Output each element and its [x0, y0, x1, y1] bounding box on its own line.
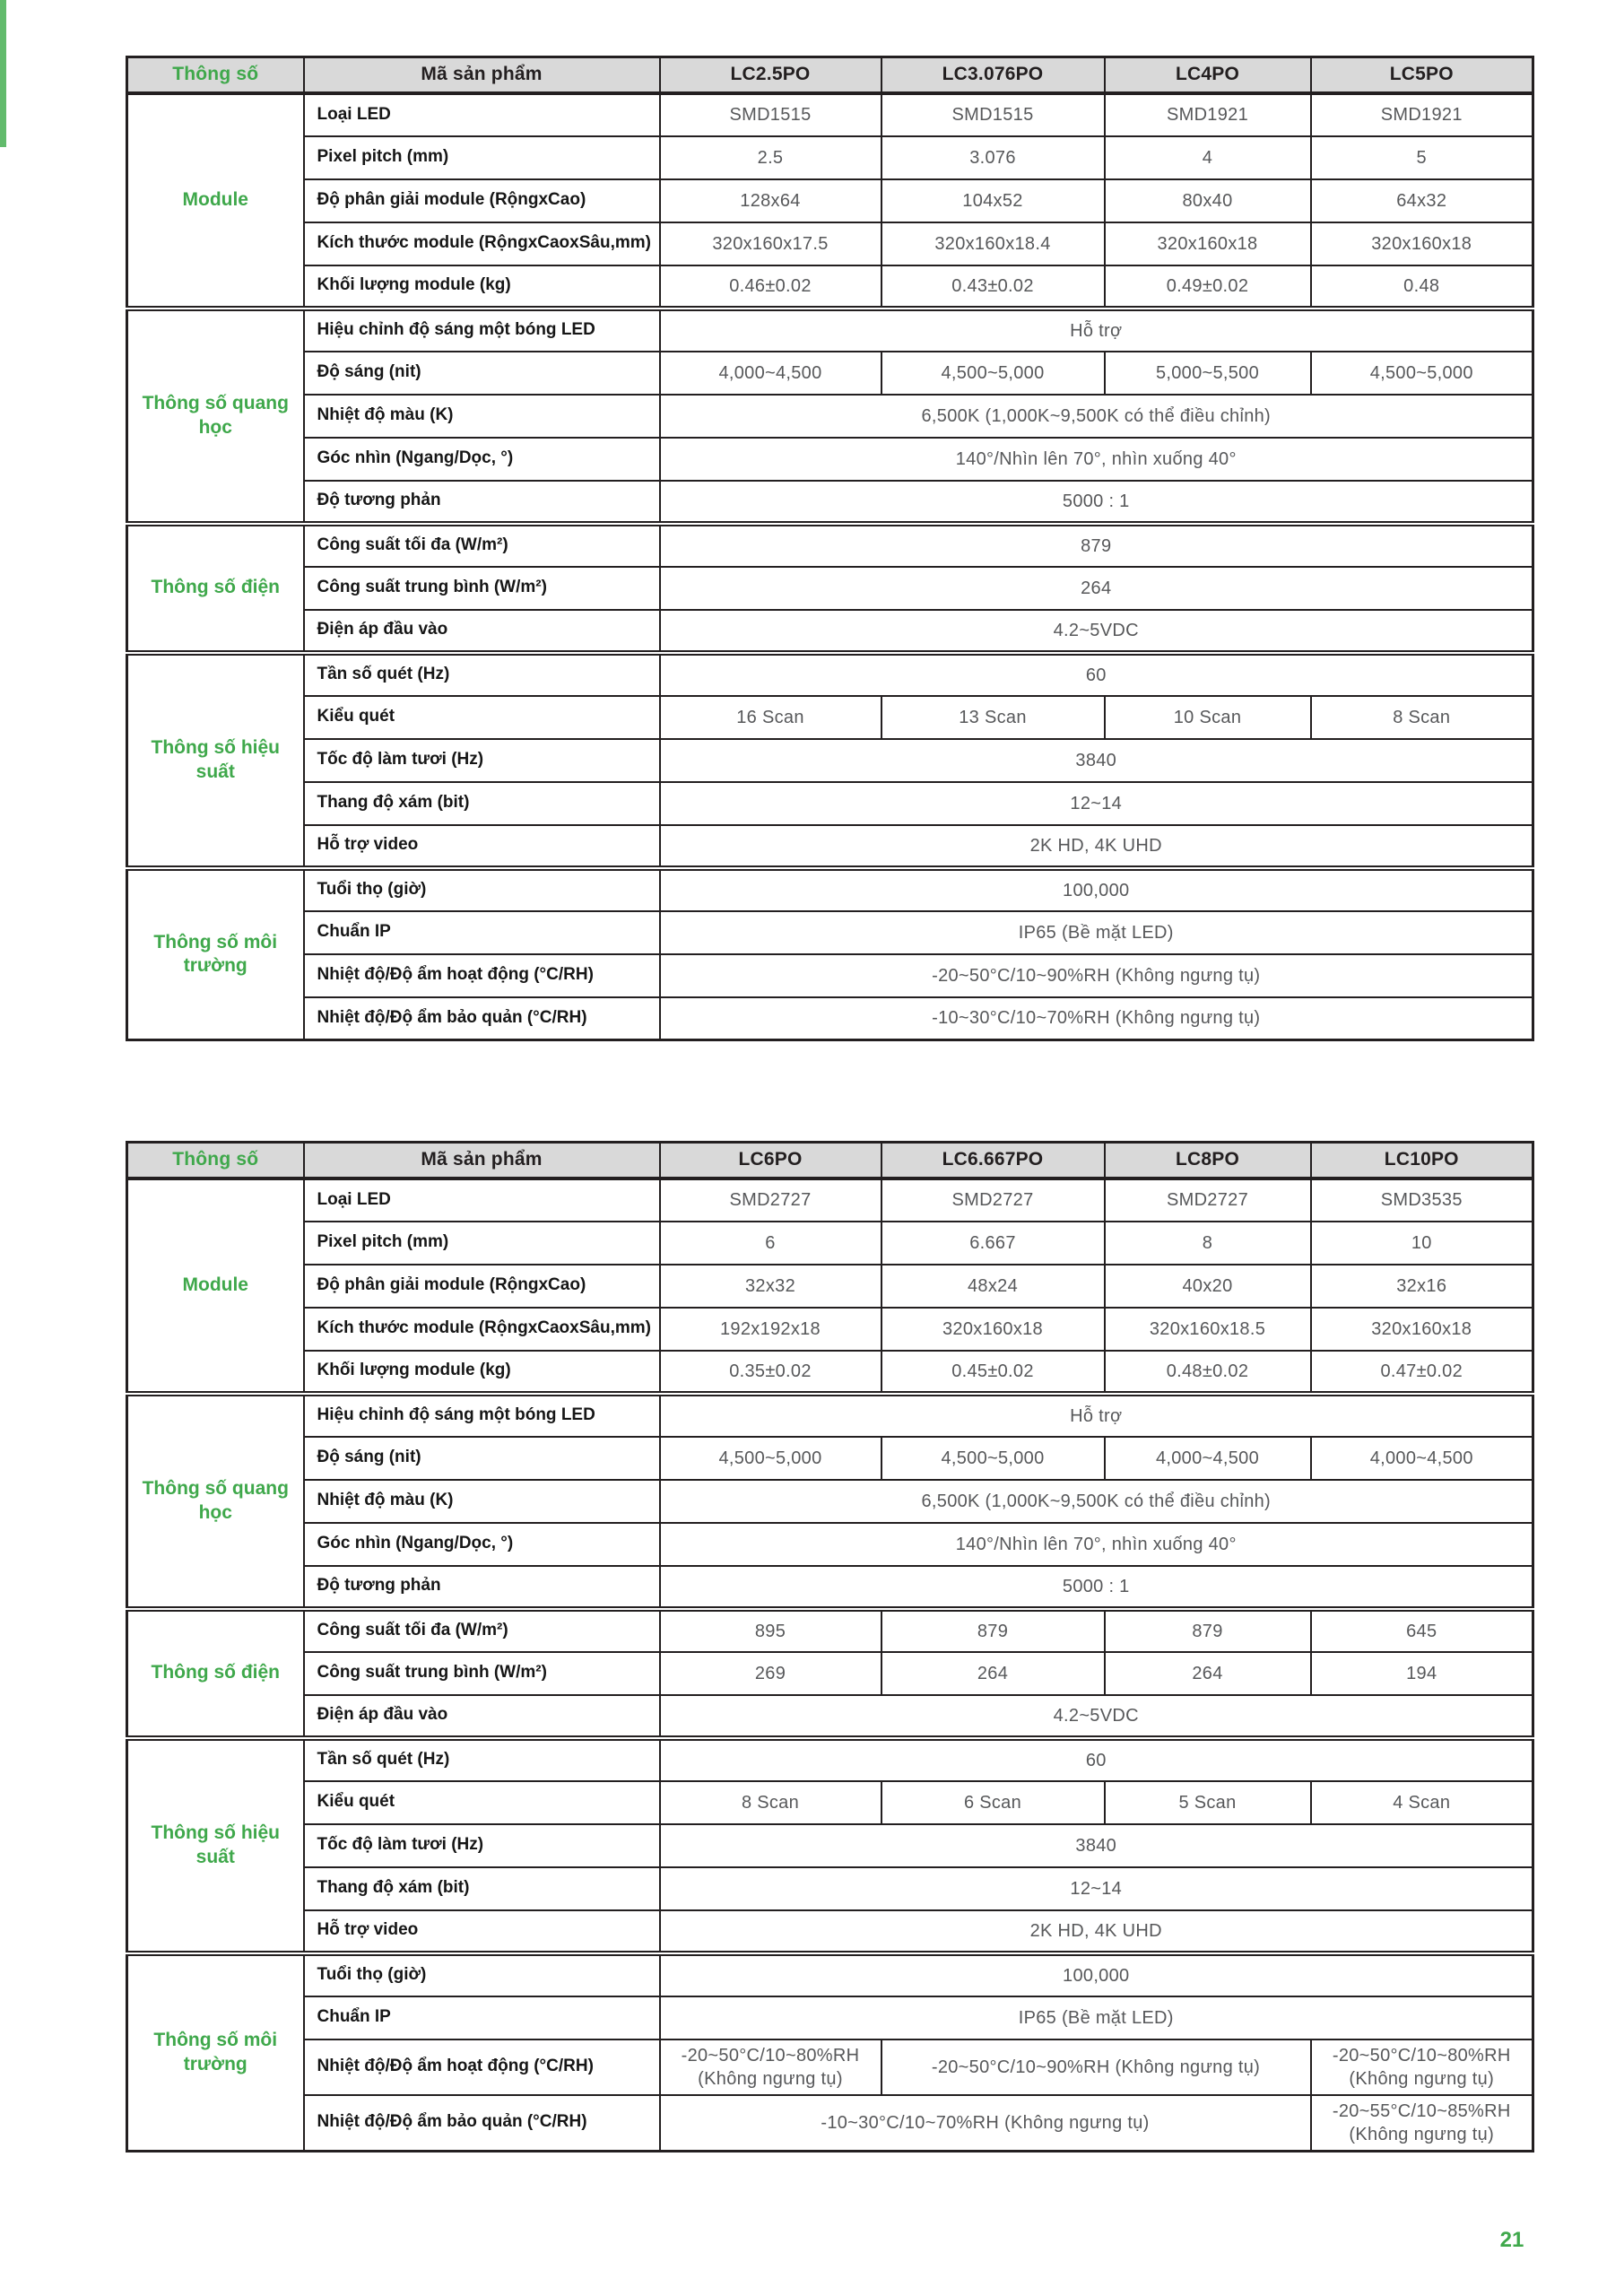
spec-row-label: Nhiệt độ màu (K)	[304, 1480, 660, 1523]
spec-row-label: Chuẩn IP	[304, 911, 660, 954]
spec-row-label: Thang độ xám (bit)	[304, 782, 660, 825]
spec-value-cell: 320x160x18	[1311, 222, 1533, 265]
spec-value-cell: -20~55°C/10~85%RH (Không ngưng tụ)	[1311, 2095, 1533, 2152]
spec-value-cell: 32x32	[660, 1265, 881, 1308]
spec-value-cell: 5000 : 1	[660, 1566, 1533, 1609]
spec-value-cell: 3.076	[881, 136, 1105, 179]
spec-row-label: Kích thước module (RộngxCaoxSâu,mm)	[304, 1308, 660, 1351]
spec-value-cell: 2K HD, 4K UHD	[660, 1910, 1533, 1953]
spec-value-cell: 6.667	[881, 1222, 1105, 1265]
spec-value-cell: 264	[1105, 1652, 1311, 1695]
table-row	[127, 997, 1533, 1040]
spec-value-cell: 194	[1311, 1652, 1533, 1695]
table-row	[127, 825, 1533, 868]
table-row	[127, 1566, 1533, 1609]
spec-value-cell: 4,500~5,000	[881, 352, 1105, 395]
spec-value-cell: 269	[660, 1652, 881, 1695]
spec-row-label: Điện áp đầu vào	[304, 1695, 660, 1738]
table-row	[127, 1867, 1533, 1910]
spec-value-cell: 879	[881, 1609, 1105, 1652]
spec-value-cell: 64x32	[1311, 179, 1533, 222]
spec-value-cell: 12~14	[660, 1867, 1533, 1910]
section-label: Thông số môi trường	[127, 868, 304, 1040]
spec-table-2	[126, 1141, 1534, 2152]
spec-value-cell: 60	[660, 653, 1533, 696]
section-label: Module	[127, 1178, 304, 1394]
spec-value-cell: 8 Scan	[660, 1781, 881, 1824]
spec-row-label: Loại LED	[304, 93, 660, 136]
spec-row-label: Pixel pitch (mm)	[304, 136, 660, 179]
spec-value-cell: 48x24	[881, 1265, 1105, 1308]
spec-value-cell: Hỗ trợ	[660, 1394, 1533, 1437]
table-row	[127, 395, 1533, 438]
spec-value-cell: 140°/Nhìn lên 70°, nhìn xuống 40°	[660, 438, 1533, 481]
spec-value-cell: 8 Scan	[1311, 696, 1533, 739]
spec-value-cell: SMD1921	[1311, 93, 1533, 136]
spec-row-label: Nhiệt độ màu (K)	[304, 395, 660, 438]
spec-row-label: Nhiệt độ/Độ ẩm bảo quản (°C/RH)	[304, 997, 660, 1040]
product-header-4: LC10PO	[1311, 1143, 1533, 1178]
table-row	[127, 1781, 1533, 1824]
spec-value-cell: 5,000~5,500	[1105, 352, 1311, 395]
spec-row-label: Kích thước module (RộngxCaoxSâu,mm)	[304, 222, 660, 265]
table-row	[127, 1652, 1533, 1695]
spec-row-label: Hiệu chỉnh độ sáng một bóng LED	[304, 1394, 660, 1437]
spec-row-label: Kiểu quét	[304, 696, 660, 739]
spec-row-label: Nhiệt độ/Độ ẩm hoạt động (°C/RH)	[304, 2039, 660, 2095]
table-row	[127, 265, 1533, 309]
spec-row-label: Độ tương phản	[304, 1566, 660, 1609]
product-header-1: LC2.5PO	[660, 57, 881, 93]
spec-value-cell: 0.48±0.02	[1105, 1351, 1311, 1394]
spec-value-cell: Hỗ trợ	[660, 309, 1533, 352]
spec-row-label: Công suất trung bình (W/m²)	[304, 1652, 660, 1695]
spec-row-label: Góc nhìn (Ngang/Dọc, °)	[304, 1523, 660, 1566]
spec-value-cell: 6	[660, 1222, 881, 1265]
spec-row-label: Hiệu chỉnh độ sáng một bóng LED	[304, 309, 660, 352]
spec-value-cell: -10~30°C/10~70%RH (Không ngưng tụ)	[660, 997, 1533, 1040]
spec-value-cell: 3840	[660, 1824, 1533, 1867]
spec-value-cell: 0.49±0.02	[1105, 265, 1311, 309]
section-label: Thông số hiệu suất	[127, 653, 304, 868]
section-label: Thông số quang học	[127, 309, 304, 524]
spec-value-cell: 60	[660, 1738, 1533, 1781]
table-row	[127, 1351, 1533, 1394]
table-row	[127, 1523, 1533, 1566]
spec-value-cell: 10	[1311, 1222, 1533, 1265]
spec-value-cell: 320x160x17.5	[660, 222, 881, 265]
table-row	[127, 1738, 1533, 1781]
spec-row-label: Độ phân giải module (RộngxCao)	[304, 1265, 660, 1308]
product-header-3: LC4PO	[1105, 57, 1311, 93]
spec-row-label: Công suất trung bình (W/m²)	[304, 567, 660, 610]
table-row	[127, 782, 1533, 825]
spec-value-cell: 128x64	[660, 179, 881, 222]
spec-value-cell: IP65 (Bề mặt LED)	[660, 911, 1533, 954]
spec-row-label: Tần số quét (Hz)	[304, 1738, 660, 1781]
spec-row-label: Góc nhìn (Ngang/Dọc, °)	[304, 438, 660, 481]
table-row	[127, 93, 1533, 136]
spec-row-label: Khối lượng module (kg)	[304, 265, 660, 309]
spec-row-label: Tuổi thọ (giờ)	[304, 868, 660, 911]
table-row	[127, 309, 1533, 352]
spec-value-cell: -20~50°C/10~80%RH (Không ngưng tụ)	[1311, 2039, 1533, 2095]
spec-value-cell: 320x160x18	[1311, 1308, 1533, 1351]
table-row	[127, 1953, 1533, 1996]
spec-value-cell: 0.35±0.02	[660, 1351, 881, 1394]
spec-value-cell: 40x20	[1105, 1265, 1311, 1308]
spec-row-label: Tần số quét (Hz)	[304, 653, 660, 696]
section-label: Thông số môi trường	[127, 1953, 304, 2152]
spec-value-cell: 6 Scan	[881, 1781, 1105, 1824]
spec-value-cell: SMD2727	[881, 1178, 1105, 1222]
table-row	[127, 1308, 1533, 1351]
spec-row-label: Độ tương phản	[304, 481, 660, 524]
section-label: Thông số quang học	[127, 1394, 304, 1609]
spec-value-cell: 140°/Nhìn lên 70°, nhìn xuống 40°	[660, 1523, 1533, 1566]
spec-row-label: Độ sáng (nit)	[304, 1437, 660, 1480]
spec-value-cell: 5000 : 1	[660, 481, 1533, 524]
spec-value-cell: 879	[660, 524, 1533, 567]
spec-value-cell: SMD3535	[1311, 1178, 1533, 1222]
spec-value-cell: -10~30°C/10~70%RH (Không ngưng tụ)	[660, 2095, 1311, 2152]
spec-value-cell: 12~14	[660, 782, 1533, 825]
spec-value-cell: 32x16	[1311, 1265, 1533, 1308]
spec-value-cell: 5 Scan	[1105, 1781, 1311, 1824]
spec-value-cell: 100,000	[660, 1953, 1533, 1996]
spec-value-cell: 4	[1105, 136, 1311, 179]
spec-row-label: Kiểu quét	[304, 1781, 660, 1824]
table-row	[127, 2095, 1533, 2152]
spec-row-label: Độ sáng (nit)	[304, 352, 660, 395]
spec-value-cell: 0.46±0.02	[660, 265, 881, 309]
spec-value-cell: 8	[1105, 1222, 1311, 1265]
table-row	[127, 1695, 1533, 1738]
product-header-4: LC5PO	[1311, 57, 1533, 93]
spec-row-label: Nhiệt độ/Độ ẩm hoạt động (°C/RH)	[304, 954, 660, 997]
spec-value-cell: 104x52	[881, 179, 1105, 222]
spec-value-cell: 4.2~5VDC	[660, 610, 1533, 653]
spec-value-cell: 645	[1311, 1609, 1533, 1652]
spec-value-cell: 100,000	[660, 868, 1533, 911]
spec-value-cell: IP65 (Bề mặt LED)	[660, 1996, 1533, 2039]
spec-value-cell: 320x160x18	[1105, 222, 1311, 265]
table-row	[127, 911, 1533, 954]
spec-row-label: Khối lượng module (kg)	[304, 1351, 660, 1394]
spec-value-cell: 4,500~5,000	[1311, 352, 1533, 395]
table-row	[127, 739, 1533, 782]
spec-row-label: Chuẩn IP	[304, 1996, 660, 2039]
spec-value-cell: 16 Scan	[660, 696, 881, 739]
spec-value-cell: 4 Scan	[1311, 1781, 1533, 1824]
page-number: 21	[1499, 2228, 1524, 2252]
spec-row-label: Điện áp đầu vào	[304, 610, 660, 653]
spec-value-cell: 4.2~5VDC	[660, 1695, 1533, 1738]
spec-value-cell: 320x160x18.5	[1105, 1308, 1311, 1351]
spec-row-label: Tuổi thọ (giờ)	[304, 1953, 660, 1996]
spec-value-cell: 2K HD, 4K UHD	[660, 825, 1533, 868]
spec-value-cell: 80x40	[1105, 179, 1311, 222]
table-row	[127, 524, 1533, 567]
product-header-3: LC8PO	[1105, 1143, 1311, 1178]
table-row	[127, 610, 1533, 653]
spec-value-cell: 4,000~4,500	[1105, 1437, 1311, 1480]
table-row	[127, 1609, 1533, 1652]
product-header-1: LC6PO	[660, 1143, 881, 1178]
spec-row-label: Pixel pitch (mm)	[304, 1222, 660, 1265]
table-row	[127, 1178, 1533, 1222]
table-row	[127, 352, 1533, 395]
spec-value-cell: 6,500K (1,000K~9,500K có thể điều chỉnh)	[660, 395, 1533, 438]
product-code-header: Mã sản phẩm	[304, 1143, 660, 1178]
table-row	[127, 653, 1533, 696]
param-column-header: Thông số	[127, 1143, 304, 1178]
spec-value-cell: 4,500~5,000	[881, 1437, 1105, 1480]
spec-value-cell: 320x160x18.4	[881, 222, 1105, 265]
table-row	[127, 2039, 1533, 2095]
spec-value-cell: -20~50°C/10~80%RH (Không ngưng tụ)	[660, 2039, 881, 2095]
section-label: Thông số điện	[127, 524, 304, 653]
table-row	[127, 136, 1533, 179]
section-label: Module	[127, 93, 304, 309]
spec-value-cell: 879	[1105, 1609, 1311, 1652]
section-label: Thông số điện	[127, 1609, 304, 1738]
spec-value-cell: 4,000~4,500	[660, 352, 881, 395]
spec-value-cell: 4,500~5,000	[660, 1437, 881, 1480]
spec-row-label: Công suất tối đa (W/m²)	[304, 524, 660, 567]
table-row	[127, 1437, 1533, 1480]
spec-value-cell: -20~50°C/10~90%RH (Không ngưng tụ)	[660, 954, 1533, 997]
spec-row-label: Loại LED	[304, 1178, 660, 1222]
product-code-header: Mã sản phẩm	[304, 57, 660, 93]
spec-row-label: Tốc độ làm tươi (Hz)	[304, 1824, 660, 1867]
spec-row-label: Hỗ trợ video	[304, 825, 660, 868]
product-header-2: LC3.076PO	[881, 57, 1105, 93]
table-row	[127, 1910, 1533, 1953]
spec-value-cell: 2.5	[660, 136, 881, 179]
spec-value-cell: 0.45±0.02	[881, 1351, 1105, 1394]
spec-value-cell: 5	[1311, 136, 1533, 179]
spec-value-cell: 3840	[660, 739, 1533, 782]
section-label: Thông số hiệu suất	[127, 1738, 304, 1953]
spec-value-cell: 10 Scan	[1105, 696, 1311, 739]
spec-value-cell: SMD2727	[660, 1178, 881, 1222]
table-row	[127, 1265, 1533, 1308]
spec-value-cell: 264	[660, 567, 1533, 610]
spec-value-cell: 4,000~4,500	[1311, 1437, 1533, 1480]
left-edge-accent-bar	[0, 0, 6, 147]
spec-table-1	[126, 56, 1534, 1041]
table-row	[127, 1394, 1533, 1437]
table-row	[127, 222, 1533, 265]
table-row	[127, 438, 1533, 481]
table-row	[127, 567, 1533, 610]
spec-value-cell: 13 Scan	[881, 696, 1105, 739]
spec-value-cell: 0.43±0.02	[881, 265, 1105, 309]
spec-value-cell: SMD1515	[881, 93, 1105, 136]
spec-value-cell: 320x160x18	[881, 1308, 1105, 1351]
spec-row-label: Tốc độ làm tươi (Hz)	[304, 739, 660, 782]
table-row	[127, 1996, 1533, 2039]
spec-value-cell: 6,500K (1,000K~9,500K có thể điều chỉnh)	[660, 1480, 1533, 1523]
spec-value-cell: 0.47±0.02	[1311, 1351, 1533, 1394]
table-row	[127, 1480, 1533, 1523]
spec-value-cell: 895	[660, 1609, 881, 1652]
spec-row-label: Độ phân giải module (RộngxCao)	[304, 179, 660, 222]
table-row	[127, 954, 1533, 997]
spec-value-cell: SMD2727	[1105, 1178, 1311, 1222]
table-row	[127, 179, 1533, 222]
spec-value-cell: 0.48	[1311, 265, 1533, 309]
spec-value-cell: SMD1921	[1105, 93, 1311, 136]
spec-row-label: Nhiệt độ/Độ ẩm bảo quản (°C/RH)	[304, 2095, 660, 2152]
param-column-header: Thông số	[127, 57, 304, 93]
spec-row-label: Hỗ trợ video	[304, 1910, 660, 1953]
table-row	[127, 868, 1533, 911]
spec-row-label: Thang độ xám (bit)	[304, 1867, 660, 1910]
table-row	[127, 481, 1533, 524]
spec-value-cell: -20~50°C/10~90%RH (Không ngưng tụ)	[881, 2039, 1311, 2095]
product-header-2: LC6.667PO	[881, 1143, 1105, 1178]
table-row	[127, 696, 1533, 739]
spec-value-cell: SMD1515	[660, 93, 881, 136]
table-row	[127, 1222, 1533, 1265]
spec-value-cell: 192x192x18	[660, 1308, 881, 1351]
spec-value-cell: 264	[881, 1652, 1105, 1695]
table-row	[127, 1824, 1533, 1867]
spec-row-label: Công suất tối đa (W/m²)	[304, 1609, 660, 1652]
